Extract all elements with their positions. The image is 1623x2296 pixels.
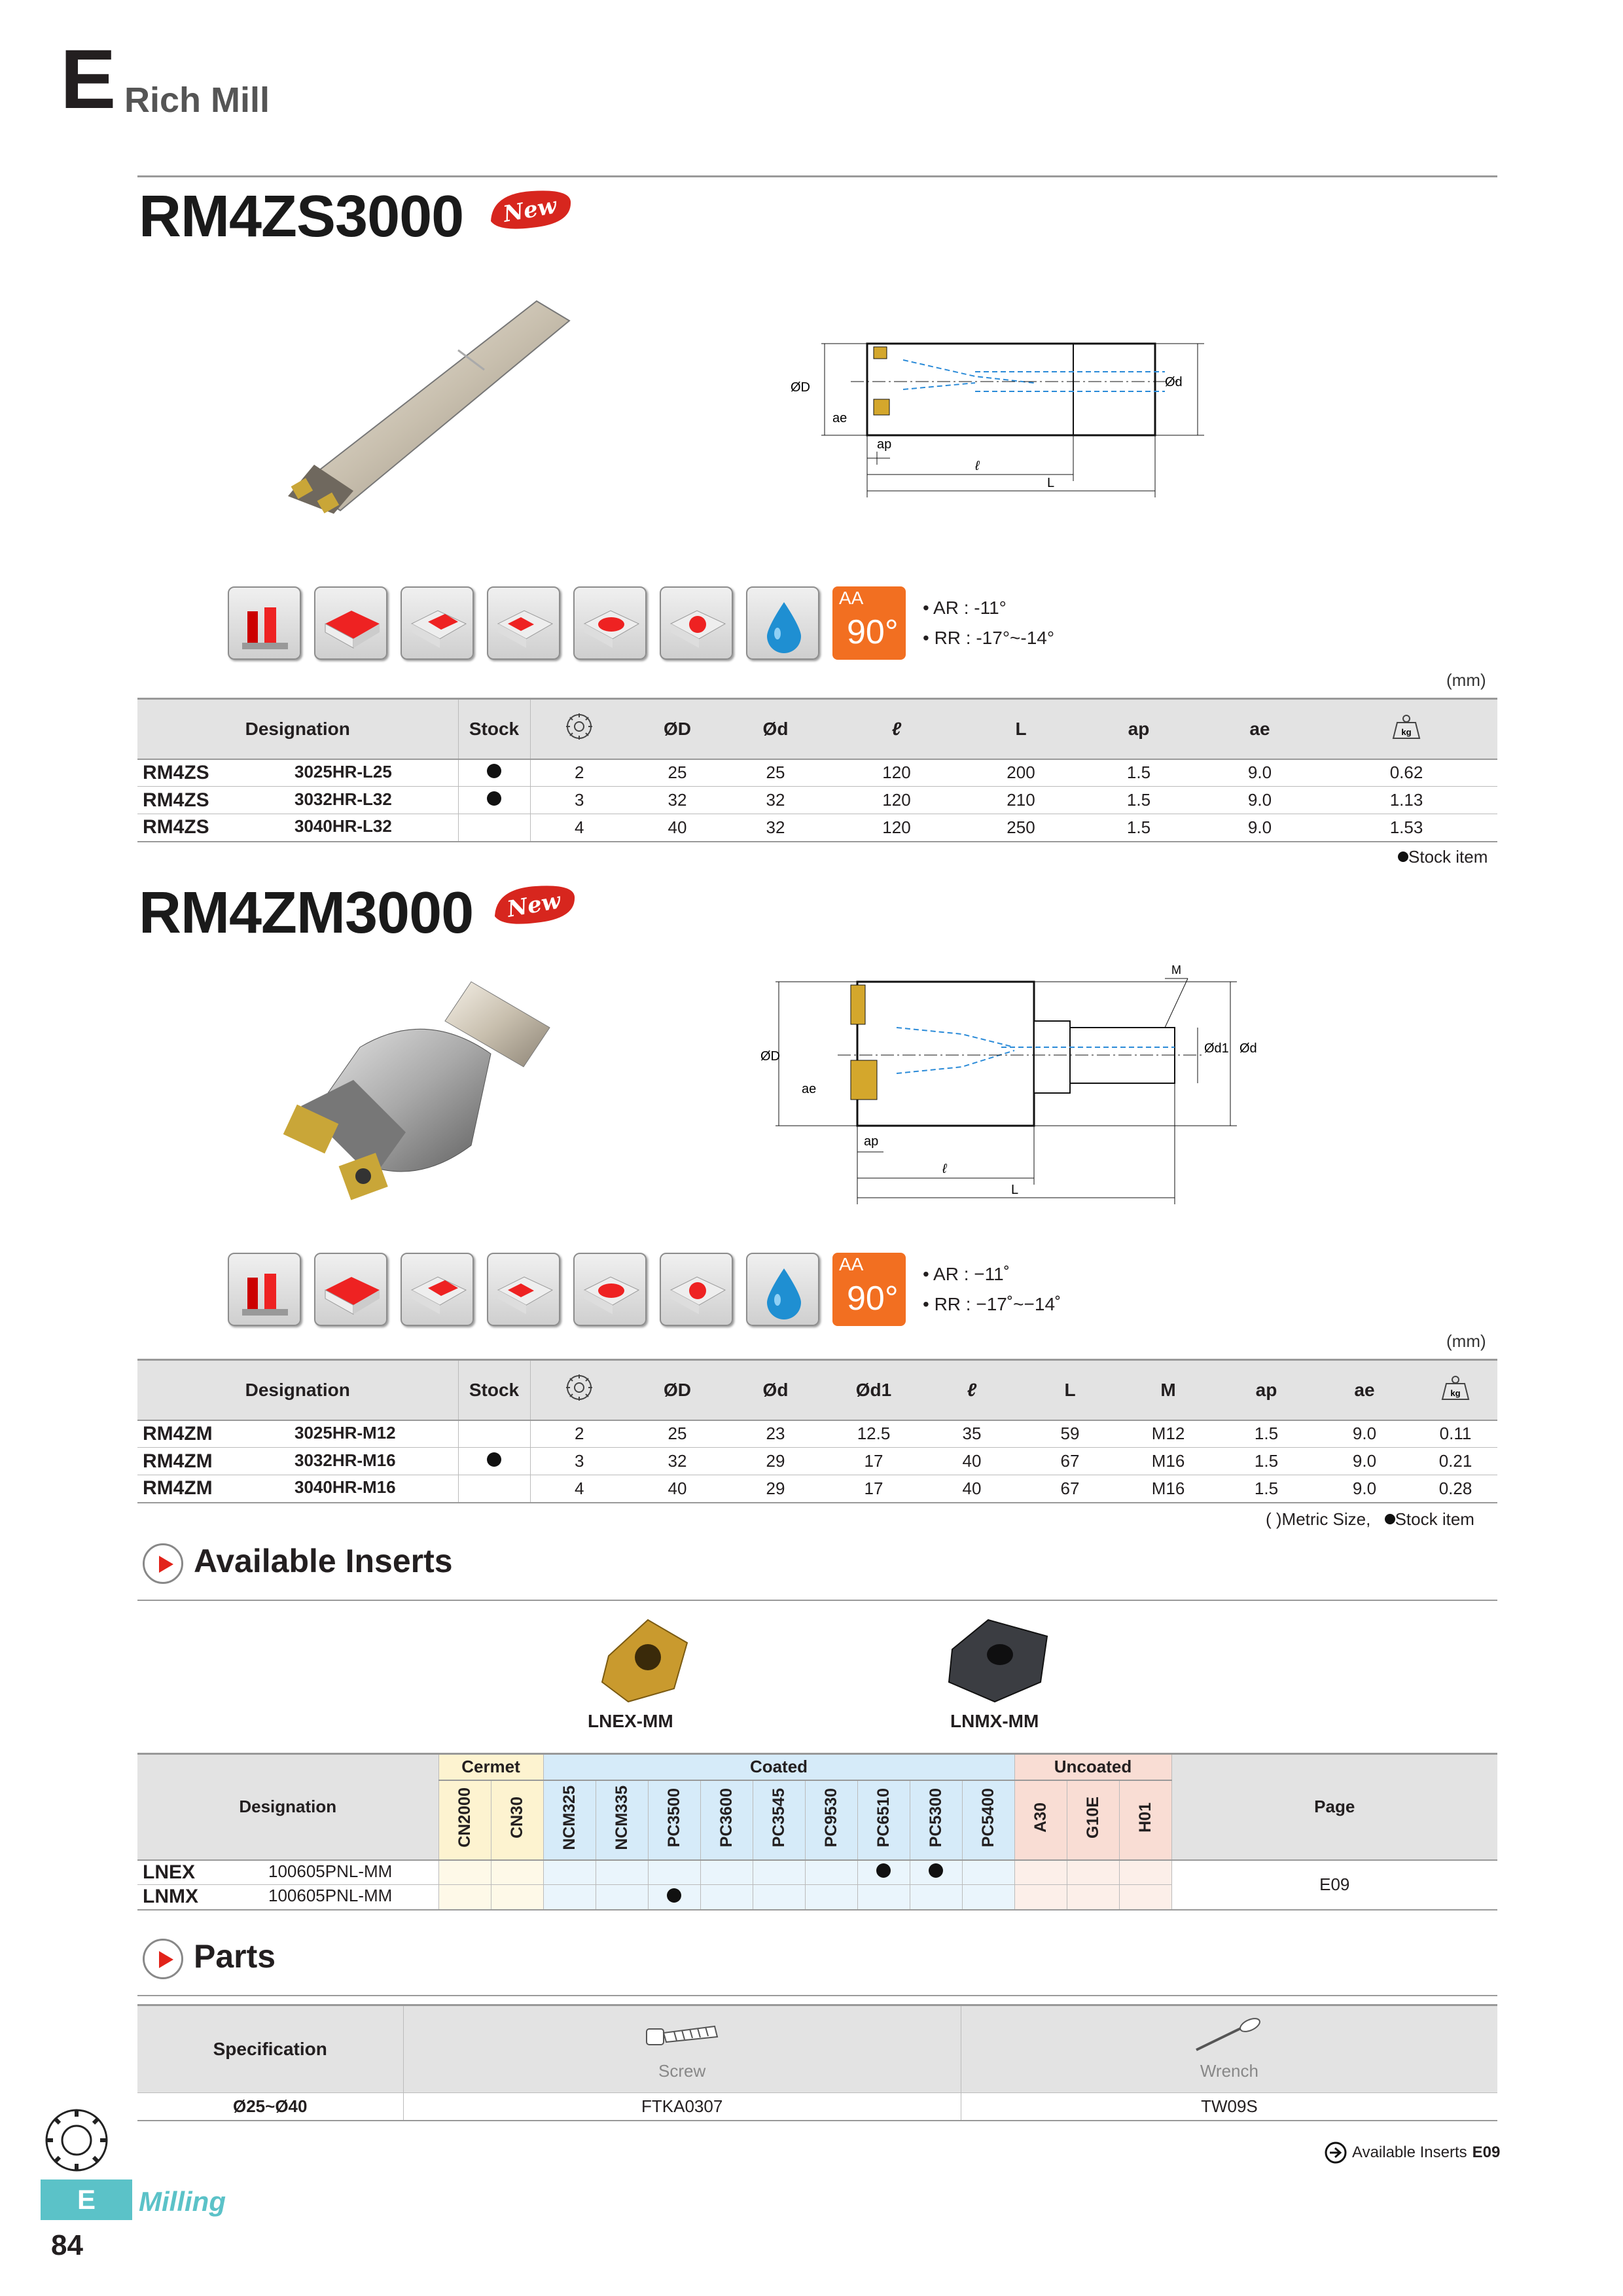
grade-cell (805, 1860, 857, 1885)
col-d: Ød (726, 699, 825, 759)
coolant-drop-icon (746, 586, 819, 660)
svg-text:New: New (505, 888, 563, 923)
cell-ap: 1.5 (1217, 1475, 1315, 1503)
cell-l: 35 (923, 1420, 1021, 1448)
table-row (137, 787, 1497, 814)
col-wrench: Wrench (961, 2005, 1497, 2093)
cell-z: 2 (530, 1420, 628, 1448)
weight-icon (1315, 699, 1497, 759)
model-title-rm4zm: RM4ZM3000 (139, 880, 474, 946)
grade-cell (753, 1885, 805, 1910)
grade-pc9530: PC9530 (805, 1780, 857, 1860)
designation: 3040HR-M16 (294, 1477, 396, 1498)
designation: 100605PNL-MM (268, 1886, 393, 1906)
cell-L: 200 (969, 759, 1073, 787)
series-label: RM4ZS (143, 816, 209, 838)
grade-cell (596, 1860, 648, 1885)
insert-row (137, 1860, 1497, 1885)
milling-cutter-logo (41, 2104, 113, 2176)
cell-kg: 0.62 (1315, 759, 1497, 787)
designation-cell (137, 1885, 438, 1910)
page-ref[interactable]: E09 (1171, 1860, 1497, 1910)
arrow-circle-icon (1325, 2142, 1347, 2164)
weight-icon (1414, 1360, 1497, 1420)
designation-cell (137, 787, 458, 814)
label-ap: ap (864, 1134, 879, 1149)
cell-z: 2 (530, 759, 628, 787)
cell-M: M16 (1119, 1448, 1217, 1475)
grade-cell (1067, 1885, 1119, 1910)
cell-z: 3 (530, 787, 628, 814)
cell-L: 59 (1021, 1420, 1119, 1448)
stock-note: Stock item (1398, 847, 1488, 867)
stock-dot (876, 1863, 891, 1878)
cell-ae: 9.0 (1315, 1448, 1414, 1475)
col-page: Page (1171, 1754, 1497, 1860)
lnex-label: LNEX-MM (588, 1711, 673, 1731)
teeth-icon (530, 1360, 628, 1420)
radial-rake: • RR : -17°~-14° (923, 628, 1055, 648)
chapter-title: Rich Mill (124, 81, 270, 120)
lnmx-insert-image (942, 1610, 1054, 1708)
ramping-icon (660, 1253, 733, 1326)
lnex-insert-image (596, 1610, 694, 1708)
axial-rake: • AR : -11° (923, 598, 1007, 618)
col-l: ℓ (923, 1360, 1021, 1420)
series-label: LNEX (143, 1861, 196, 1883)
stock-dot (487, 1452, 501, 1467)
grade-cell (648, 1860, 700, 1885)
screw-icon (643, 2017, 721, 2056)
col-designation: Designation (137, 699, 458, 759)
cell-l: 120 (825, 814, 969, 842)
col-d: Ød (726, 1360, 825, 1420)
cell-M: M12 (1119, 1420, 1217, 1448)
cell-d: 25 (726, 759, 825, 787)
cell-ae: 9.0 (1204, 814, 1315, 842)
label-ap: ap (877, 437, 892, 452)
grade-cell (1119, 1885, 1171, 1910)
shoulder-milling-icon (228, 586, 301, 660)
group-cermet: Cermet (438, 1754, 543, 1780)
chapter-tab-label: Milling (139, 2186, 226, 2217)
rm4zs-tool-image (262, 288, 589, 530)
cell-ae: 9.0 (1315, 1475, 1414, 1503)
grade-cell (438, 1860, 491, 1885)
wrench-value: TW09S (961, 2093, 1497, 2121)
cell-ae: 9.0 (1315, 1420, 1414, 1448)
cell-kg: 0.11 (1414, 1420, 1497, 1448)
table-row (137, 759, 1497, 787)
grade-cell (1014, 1860, 1067, 1885)
table-row (137, 814, 1497, 842)
designation: 3025HR-L25 (294, 761, 392, 781)
coolant-drop-icon (746, 1253, 819, 1326)
cell-D: 32 (628, 787, 726, 814)
approach-angle-badge: AA 90° (832, 586, 906, 660)
cell-l: 40 (923, 1475, 1021, 1503)
col-stock: Stock (458, 699, 530, 759)
designation-cell (137, 1475, 458, 1503)
label-d: Ød (1165, 375, 1183, 389)
col-designation: Designation (137, 1360, 458, 1420)
face-milling-icon (314, 1253, 387, 1326)
designation: 3032HR-L32 (294, 789, 392, 809)
cell-ap: 1.5 (1217, 1448, 1315, 1475)
inserts-grade-table (137, 1753, 1497, 1910)
cell-L: 67 (1021, 1448, 1119, 1475)
cell-D: 25 (628, 759, 726, 787)
label-d1: Ød1 (1204, 1041, 1229, 1056)
cell-kg: 1.53 (1315, 814, 1497, 842)
designation-cell (137, 814, 458, 842)
cell-d: 32 (726, 787, 825, 814)
designation-cell (137, 1448, 458, 1475)
chapter-tab: E (41, 2179, 132, 2220)
designation: 3025HR-M12 (294, 1422, 396, 1443)
grade-pc5300: PC5300 (910, 1780, 962, 1860)
label-ae: ae (832, 411, 847, 425)
table-row (137, 1448, 1497, 1475)
rm4zm-application-icons (228, 1253, 906, 1326)
col-ae: ae (1204, 699, 1315, 759)
grade-cell (962, 1885, 1014, 1910)
cell-kg: 1.13 (1315, 787, 1497, 814)
cell-L: 250 (969, 814, 1073, 842)
series-label: RM4ZM (143, 1422, 213, 1444)
stock-dot (487, 791, 501, 806)
lnmx-label: LNMX-MM (950, 1711, 1039, 1731)
rm4zs-application-icons (228, 586, 906, 660)
col-screw: Screw (403, 2005, 961, 2093)
cell-l: 120 (825, 759, 969, 787)
grade-g10e: G10E (1067, 1780, 1119, 1860)
pocket-milling-icon (573, 1253, 647, 1326)
grade-pc5400: PC5400 (962, 1780, 1014, 1860)
col-stock: Stock (458, 1360, 530, 1420)
grade-cell (1014, 1885, 1067, 1910)
unit-label: (mm) (1446, 670, 1486, 690)
rm4zm-tool-image (275, 969, 576, 1230)
stock-cell (458, 759, 530, 787)
shoulder-milling-icon (228, 1253, 301, 1326)
grade-cn2000: CN2000 (438, 1780, 491, 1860)
grade-ncm325: NCM325 (543, 1780, 596, 1860)
label-D: ØD (791, 380, 810, 395)
rm4zm-rake-specs (923, 1259, 1061, 1319)
series-label: RM4ZS (143, 789, 209, 811)
new-badge (490, 880, 580, 931)
grade-pc3545: PC3545 (753, 1780, 805, 1860)
cell-L: 67 (1021, 1475, 1119, 1503)
step-milling-icon (487, 586, 560, 660)
stock-cell (458, 1420, 530, 1448)
slotting-icon (401, 586, 474, 660)
spec-value: Ø25~Ø40 (137, 2093, 403, 2121)
col-L: L (969, 699, 1073, 759)
new-badge (486, 185, 576, 236)
rm4zm-spec-table (137, 1359, 1497, 1503)
grade-cell (491, 1885, 543, 1910)
model-title-rm4zs: RM4ZS3000 (139, 184, 464, 249)
teeth-icon (530, 699, 628, 759)
grade-cell (857, 1860, 910, 1885)
cell-d: 29 (726, 1475, 825, 1503)
col-L: L (1021, 1360, 1119, 1420)
grade-cell (1119, 1860, 1171, 1885)
cell-z: 3 (530, 1448, 628, 1475)
label-L: L (1011, 1183, 1019, 1197)
section-title-parts: Parts (194, 1938, 276, 1975)
table-row (137, 1475, 1497, 1503)
section-arrow-icon (143, 1543, 183, 1584)
col-D: ØD (628, 1360, 726, 1420)
label-d: Ød (1240, 1041, 1257, 1056)
rm4zm-dimension-drawing (753, 956, 1296, 1217)
svg-text:kg: kg (1401, 727, 1412, 738)
grade-cell (857, 1885, 910, 1910)
grade-cell (700, 1885, 753, 1910)
col-ap: ap (1217, 1360, 1315, 1420)
designation-cell (137, 759, 458, 787)
metric-stock-note: ( )Metric Size, Stock item (1266, 1509, 1474, 1529)
label-L: L (1047, 476, 1055, 490)
axial-rake: • AR : −11˚ (923, 1264, 1010, 1284)
rm4zs-spec-table (137, 698, 1497, 842)
grade-cell (543, 1885, 596, 1910)
label-l: ℓ (942, 1162, 947, 1176)
cell-d: 29 (726, 1448, 825, 1475)
grade-cell (910, 1885, 962, 1910)
approach-angle-badge: AA 90° (832, 1253, 906, 1326)
grade-cell (910, 1860, 962, 1885)
grade-cell (438, 1885, 491, 1910)
grade-h01: H01 (1119, 1780, 1171, 1860)
cell-D: 25 (628, 1420, 726, 1448)
cell-d1: 17 (825, 1448, 923, 1475)
cell-d1: 12.5 (825, 1420, 923, 1448)
designation-cell (137, 1420, 458, 1448)
grade-pc6510: PC6510 (857, 1780, 910, 1860)
grade-cell (1067, 1860, 1119, 1885)
rm4zs-rake-specs (923, 593, 1054, 653)
grade-ncm335: NCM335 (596, 1780, 648, 1860)
series-label: LNMX (143, 1886, 198, 1908)
label-l: ℓ (975, 459, 980, 473)
unit-label: (mm) (1446, 1331, 1486, 1351)
chapter-letter: E (60, 33, 114, 126)
group-uncoated: Uncoated (1014, 1754, 1171, 1780)
designation-cell (137, 1860, 438, 1885)
page-number: 84 (51, 2229, 83, 2261)
col-M: M (1119, 1360, 1217, 1420)
radial-rake: • RR : −17˚~−14˚ (923, 1294, 1061, 1314)
section-divider (137, 1600, 1497, 1601)
designation: 100605PNL-MM (268, 1861, 393, 1881)
grade-cell (962, 1860, 1014, 1885)
step-milling-icon (487, 1253, 560, 1326)
grade-pc3600: PC3600 (700, 1780, 753, 1860)
footer-insert-link[interactable]: Available Inserts E09 (1325, 2142, 1500, 2164)
cell-ap: 1.5 (1073, 787, 1204, 814)
header-divider (137, 175, 1497, 177)
grade-cell (543, 1860, 596, 1885)
screw-value: FTKA0307 (403, 2093, 961, 2121)
grade-cn30: CN30 (491, 1780, 543, 1860)
col-D: ØD (628, 699, 726, 759)
col-d1: Ød1 (825, 1360, 923, 1420)
stock-cell (458, 1448, 530, 1475)
designation: 3032HR-M16 (294, 1450, 396, 1470)
grade-a30: A30 (1014, 1780, 1067, 1860)
cell-D: 40 (628, 1475, 726, 1503)
cell-z: 4 (530, 814, 628, 842)
face-milling-icon (314, 586, 387, 660)
rm4zs-dimension-drawing (785, 327, 1296, 511)
cell-l: 40 (923, 1448, 1021, 1475)
stock-cell (458, 814, 530, 842)
cell-ap: 1.5 (1073, 759, 1204, 787)
slotting-icon (401, 1253, 474, 1326)
section-arrow-icon (143, 1939, 183, 1979)
label-D: ØD (760, 1049, 780, 1064)
cell-kg: 0.21 (1414, 1448, 1497, 1475)
cell-M: M16 (1119, 1475, 1217, 1503)
col-ae: ae (1315, 1360, 1414, 1420)
cell-D: 32 (628, 1448, 726, 1475)
wrench-icon (1190, 2017, 1268, 2056)
grade-cell (491, 1860, 543, 1885)
designation: 3040HR-L32 (294, 816, 392, 836)
cell-d1: 17 (825, 1475, 923, 1503)
table-row (137, 1420, 1497, 1448)
cell-ap: 1.5 (1073, 814, 1204, 842)
pocket-milling-icon (573, 586, 647, 660)
col-specification: Specification (137, 2005, 403, 2093)
grade-pc3500: PC3500 (648, 1780, 700, 1860)
grade-cell (700, 1860, 753, 1885)
cell-ae: 9.0 (1204, 787, 1315, 814)
label-ae: ae (802, 1082, 817, 1096)
parts-table (137, 2004, 1497, 2121)
series-label: RM4ZS (143, 761, 209, 783)
col-designation: Designation (137, 1754, 438, 1860)
svg-text:New: New (501, 192, 559, 228)
series-label: RM4ZM (143, 1477, 213, 1499)
label-M: M (1171, 963, 1181, 977)
cell-L: 210 (969, 787, 1073, 814)
grade-cell (596, 1885, 648, 1910)
cell-ae: 9.0 (1204, 759, 1315, 787)
cell-D: 40 (628, 814, 726, 842)
stock-dot (929, 1863, 943, 1878)
cell-d: 23 (726, 1420, 825, 1448)
col-ap: ap (1073, 699, 1204, 759)
cell-d: 32 (726, 814, 825, 842)
stock-dot (667, 1888, 681, 1903)
section-divider (137, 1995, 1497, 1996)
col-l: ℓ (825, 699, 969, 759)
stock-cell (458, 787, 530, 814)
group-coated: Coated (543, 1754, 1014, 1780)
stock-cell (458, 1475, 530, 1503)
cell-ap: 1.5 (1217, 1420, 1315, 1448)
cell-z: 4 (530, 1475, 628, 1503)
series-label: RM4ZM (143, 1450, 213, 1472)
cell-l: 120 (825, 787, 969, 814)
section-title-inserts: Available Inserts (194, 1543, 453, 1579)
svg-text:kg: kg (1450, 1388, 1461, 1399)
grade-cell (648, 1885, 700, 1910)
cell-kg: 0.28 (1414, 1475, 1497, 1503)
ramping-icon (660, 586, 733, 660)
stock-dot (487, 764, 501, 778)
grade-cell (805, 1885, 857, 1910)
grade-cell (753, 1860, 805, 1885)
